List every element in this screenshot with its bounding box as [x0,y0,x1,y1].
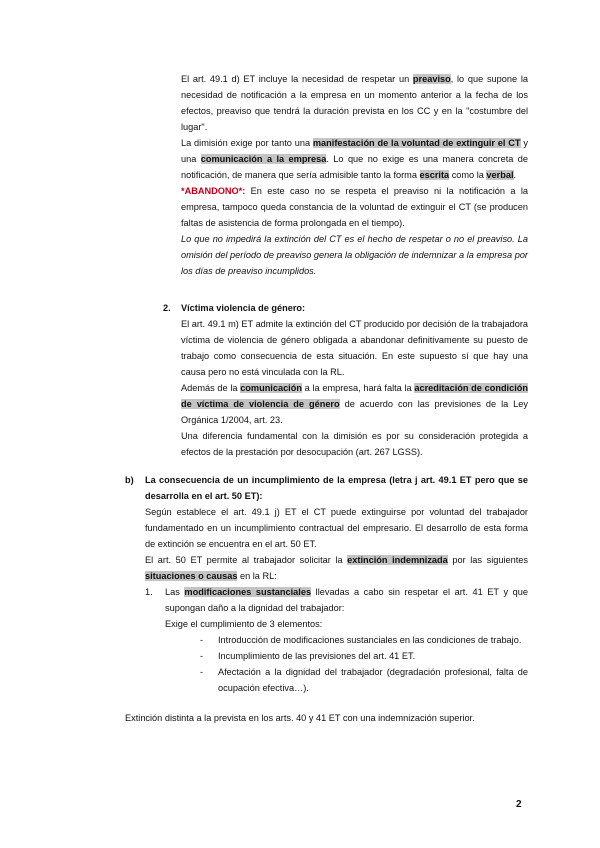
requirement-text: Exige el cumplimiento de 3 elementos: [165,619,323,629]
text-run: En este caso no se respeta el preaviso ni la notificación a la empresa, tampoco queda constancia de la voluntad de extinguir el CT (se producen faltas de asistencia de forma prolongada en el tiempo). [181,186,528,228]
text-run: y una [181,138,528,164]
highlight-manifestacion: manifestación de la voluntad de extinguir el CT [312,138,521,148]
bullet-text: Afectación a la dignidad del trabajador (degradación profesional, falta de ocupación efectiva…). [218,667,528,693]
bullet-text: Introducción de modificaciones sustanciales en las condiciones de trabajo. [218,635,522,645]
violencia-paragraph: El art. 49.1 m) ET admite la extinción del CT producido por decisión de la trabajadora víctima de violencia de género obligada a abandonar definitivamente su puesto de trabajo como consecuencia de esta situación. En este supuesto sí que hay una causa pero no está vinculada con la RL. [181,319,528,377]
art-50-paragraph [145,552,528,584]
dash-marker: - [200,651,204,661]
bullet-item [200,664,528,696]
highlight-escrita: escrita [419,170,450,180]
abandono-paragraph [181,183,528,231]
bullet-text: Incumplimiento de las previsiones del art. 41 ET. [218,651,416,661]
text-run: en la RL: [237,571,277,581]
highlight-situaciones: situaciones o causas [145,571,238,581]
text-run: a la empresa, hará falta la [301,383,415,393]
art-49-paragraph: Según establece el art. 49.1 j) ET el CT puede extinguirse por voluntad del trabajador fundamentado en un incumplimiento contractual del empresario. El desarrollo de esta forma de extinción se encuentra en el art. 50 ET. [145,507,528,549]
text-run: como la [449,170,487,180]
item-number: 2. [163,303,171,313]
preaviso-section [181,71,528,279]
text-run: llevadas a cabo sin respetar el art. 41 ET y que supongan daño a la dignidad del trabajador: [165,587,528,613]
highlight-acreditacion: acreditación de condición de víctima de violencia de género [181,383,528,409]
text-run: , lo que supone la necesidad de notificación a la empresa en un momento anterior a la fecha de los efectos, preaviso que tendrá la duración prevista en los CC y en la "costumbre del lugar". [181,74,528,132]
highlight-comunicacion: comunicación [240,383,302,393]
text-run: El art. 50 ET permite al trabajador solicitar la [145,555,348,565]
abandono-label: *ABANDONO*: [181,186,246,196]
highlight-extincion: extinción indemnizada [347,555,448,565]
highlight-modificaciones: modificaciones sustanciales [184,587,312,597]
dash-marker: - [200,635,204,645]
item-number: 1. [145,587,153,597]
item-body [181,316,528,460]
section-b-body [145,504,528,696]
text-run: de acuerdo con las previsiones de la Ley Orgánica 1/2004, art. 23. [181,399,528,425]
text-run: La dimisión exige por tanto una [181,138,313,148]
section-heading: La consecuencia de un incumplimiento de la empresa (letra j art. 49.1 ET pero que se desarrolla en el art. 50 ET): [145,475,528,501]
text-run: . Lo que no exige es una manera concreta de notificación, de manera que sería admisible tanto la forma [181,154,528,180]
text-run: Las [165,587,185,597]
italic-note: Lo que no impedirá la extinción del CT es el hecho de respetar o no el preaviso. La omisión del período de preaviso genera la obligación de indemnizar a la empresa por los días de preaviso incumplidos. [181,234,528,276]
preaviso-paragraph [181,71,528,135]
closing-paragraph: Extinción distinta a la prevista en los arts. 40 y 41 ET con una indemnización superior. [125,713,475,723]
list-item-modificaciones [145,584,528,616]
violencia-genero-item [163,300,528,460]
highlight-comunicacion: comunicación a la empresa [200,154,327,164]
item-heading: Víctima violencia de género: [181,303,306,313]
acreditacion-paragraph [181,380,528,428]
text-run: por las siguientes [447,555,528,565]
page-number: 2 [516,799,522,810]
text-run: El art. 49.1 d) ET incluye la necesidad de respetar un [181,74,413,84]
dash-marker: - [200,667,204,677]
section-label: b) [125,475,134,485]
bullet-item [200,648,528,664]
highlight-preaviso: preaviso [412,74,451,84]
highlight-verbal: verbal [486,170,514,180]
bullet-item [200,632,528,648]
section-b-heading [125,472,528,504]
text-run: . [513,170,517,180]
diferencia-paragraph: Una diferencia fundamental con la dimisión es por su consideración protegida a efectos de la prestación por desocupación (art. 267 LGSS). [181,431,528,457]
text-run: Además de la [181,383,241,393]
dimision-paragraph [181,135,528,183]
